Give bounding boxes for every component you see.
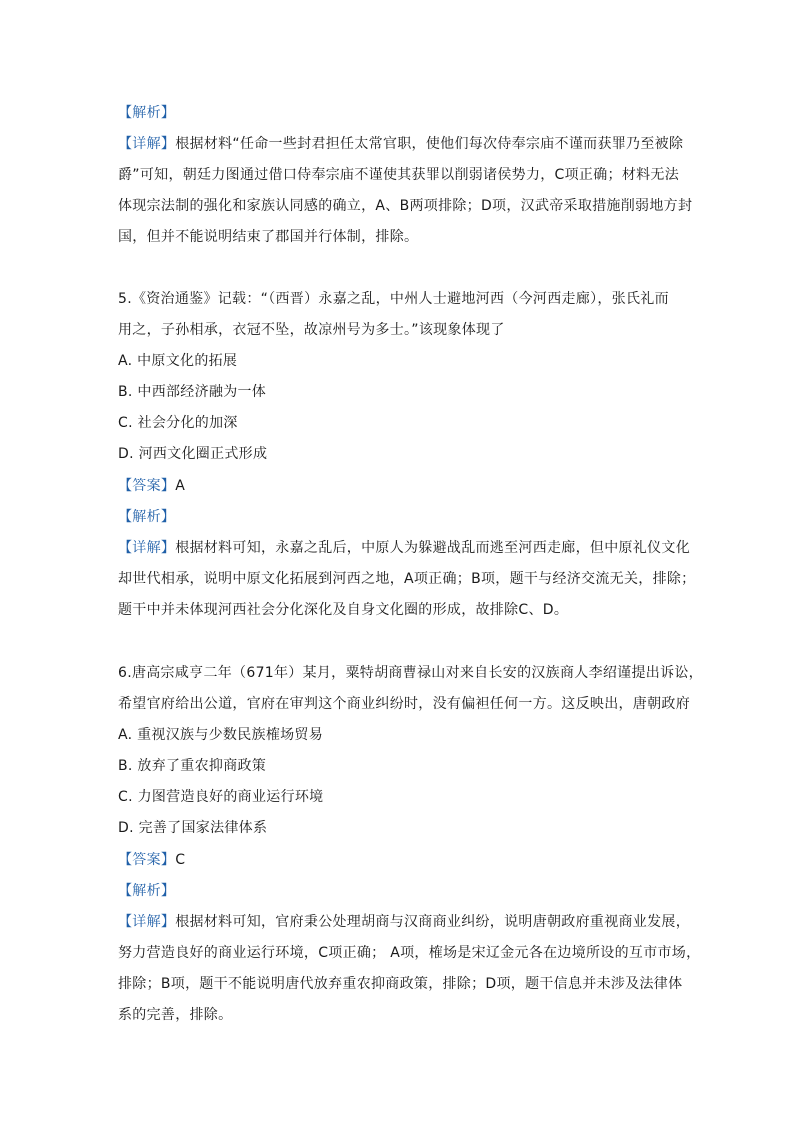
detail-line	[118, 166, 688, 184]
detail-tag: 【详解】	[118, 540, 176, 556]
detail-text: 根据材料“任命一些封君担任太常官职，使他们每次侍奉宗庙不谨而获罪乃至被除	[175, 136, 684, 152]
detail-tag: 【详解】	[118, 136, 176, 152]
detail-text: 系的完善，排除。	[118, 1007, 233, 1023]
q5-option-text: B. 中西部经济融为一体	[118, 384, 267, 400]
q6-option-text: D. 完善了国家法律体系	[118, 820, 268, 836]
q5-option-text: D. 河西文化圈正式形成	[118, 446, 268, 462]
q5-option-d	[118, 445, 688, 463]
detail-text: 却世代相承，说明中原文化拓展到河西之地，A项正确；B项，题干与经济交流无关，排除；	[118, 571, 696, 587]
detail-text: 根据材料可知，官府秉公处理胡商与汉商商业纠纷，说明唐朝政府重视商业发展，	[175, 914, 691, 930]
analysis-tag: 【解析】	[118, 883, 176, 899]
detail-line	[118, 197, 693, 215]
q5-detail-line	[118, 539, 691, 557]
q6-detail-line	[118, 975, 688, 993]
q6-stem-line	[118, 664, 703, 682]
q5-stem-line	[118, 321, 688, 339]
q6-answer	[118, 851, 688, 869]
q6-option-a	[118, 726, 688, 744]
q5-answer	[118, 477, 688, 495]
q5-option-a	[118, 352, 688, 370]
detail-text: 国，但并不能说明结束了郡国并行体制，排除。	[118, 229, 419, 245]
q5-option-b	[118, 383, 688, 401]
detail-text: 体现宗法制的强化和家族认同感的确立，A、B两项排除；D项，汉武帝采取措施削弱地方封	[118, 198, 693, 214]
q6-detail-line	[118, 1006, 688, 1024]
q6-stem-text: 6.唐高宗咸亨二年（671年）某月，粟特胡商曹禄山对来自长安的汉族商人李绍谨提出诉讼，	[118, 665, 703, 681]
answer-tag: 【答案】	[118, 478, 176, 494]
q5-option-text: A. 中原文化的拓展	[118, 353, 238, 369]
detail-line	[118, 135, 688, 153]
q6-option-d	[118, 819, 688, 837]
q5-detail-line	[118, 601, 688, 619]
detail-text: 爵”可知，朝廷力图通过借口侍奉宗庙不谨使其获罪以削弱诸侯势力，C项正确；材料无法	[118, 167, 680, 183]
q6-analysis-heading	[118, 882, 688, 900]
analysis-tag: 【解析】	[118, 105, 176, 121]
answer-value: C	[175, 852, 186, 868]
answer-value: A	[175, 478, 186, 494]
q5-stem-text: 5.《资治通鉴》记载：“（西晋）永嘉之乱，中州人士避地河西（今河西走廊），张氏礼而	[118, 291, 669, 307]
q5-option-text: C. 社会分化的加深	[118, 415, 238, 431]
q6-option-b	[118, 757, 688, 775]
q5-detail-line	[118, 570, 696, 588]
q6-option-c	[118, 788, 688, 806]
detail-text: 根据材料可知，永嘉之乱后，中原人为躲避战乱而逃至河西走廊，但中原礼仪文化	[175, 540, 691, 556]
q6-stem-text: 希望官府给出公道，官府在审判这个商业纠纷时，没有偏袒任何一方。这反映出，唐朝政府	[118, 696, 690, 712]
q6-option-text: C. 力图营造良好的商业运行环境	[118, 789, 324, 805]
q6-detail-line	[118, 944, 701, 962]
detail-line	[118, 228, 688, 246]
q5-stem-line	[118, 290, 688, 308]
q5-stem-text: 用之，子孙相承，衣冠不坠，故凉州号为多士。”该现象体现了	[118, 322, 505, 338]
q6-detail-line	[118, 913, 691, 931]
detail-text: 努力营造良好的商业运行环境，C项正确； A项，榷场是宋辽金元各在边境所设的互市市场，	[118, 945, 701, 961]
answer-tag: 【答案】	[118, 852, 176, 868]
q5-option-c	[118, 414, 688, 432]
detail-tag: 【详解】	[118, 914, 176, 930]
q6-stem-line	[118, 695, 688, 713]
detail-text: 排除；B项，题干不能说明唐代放弃重农抑商政策，排除；D项，题干信息并未涉及法律体	[118, 976, 683, 992]
q5-analysis-heading	[118, 508, 688, 526]
q6-option-text: A. 重视汉族与少数民族榷场贸易	[118, 727, 324, 743]
q6-option-text: B. 放弃了重农抑商政策	[118, 758, 267, 774]
analysis-tag: 【解析】	[118, 509, 176, 525]
detail-text: 题干中并未体现河西社会分化深化及自身文化圈的形成，故排除C、D。	[118, 602, 569, 618]
analysis-heading	[118, 104, 688, 122]
